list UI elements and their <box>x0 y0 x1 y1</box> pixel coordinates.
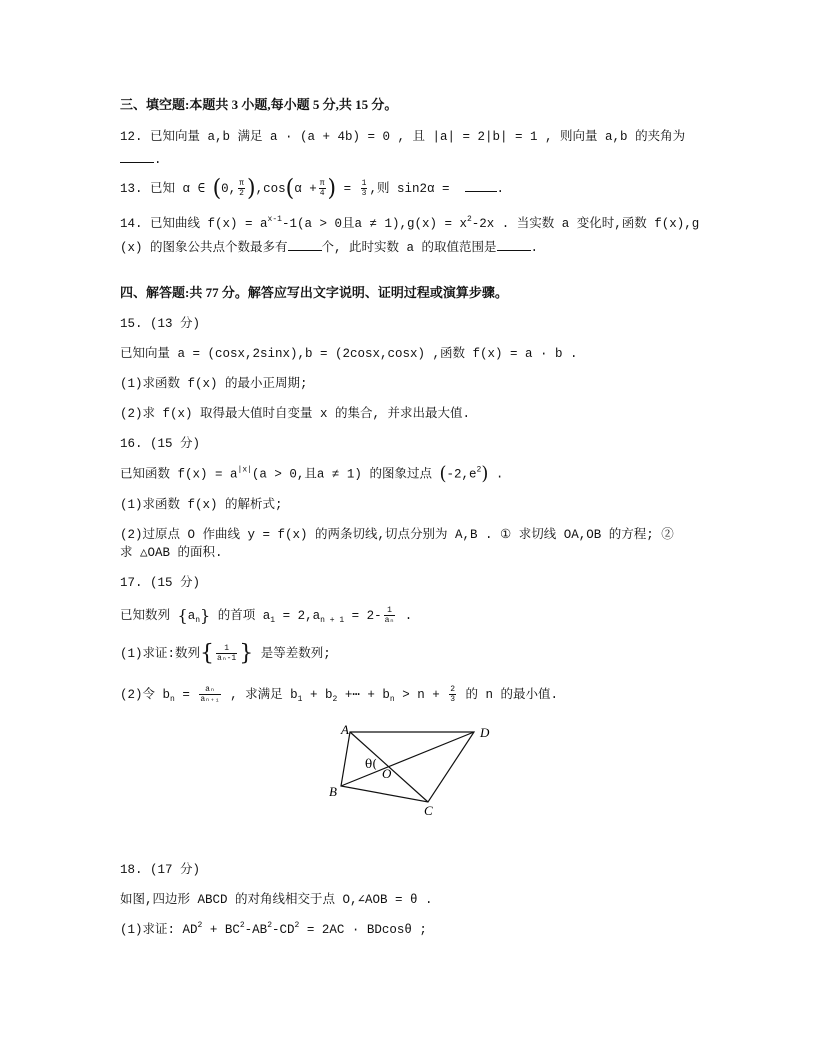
exponent: |x| <box>237 465 252 475</box>
question-17-part-2: (2)令 $b_n$ = $\frac{\text{aₙ}}{\text{aₙ₊₁}}$ , 求满足 $b_1 + b_2$ +⋯ + $b_n > n$ + $\frac{2}{3}$ 的 n 的最小值. <box>120 685 559 705</box>
vertex-C: C <box>424 803 433 818</box>
question-15-label: 15. (13 分) <box>120 317 201 331</box>
q13-prefix: 13. 已知 α ∈ <box>120 182 206 196</box>
question-12-line-1: 12. 已知向量 a,b 满足 a · (a + 4b) = 0 , 且 |a| = 2|b| = 1 , 则向量 a,b 的夹角为 <box>120 130 686 144</box>
question-16-part-2-line-2: 求 △OAB 的面积. <box>120 546 223 560</box>
fraction-an-over-an1: $\frac{\text{aₙ}}{\text{aₙ₊₁}}$ <box>200 685 220 705</box>
center-O: O <box>382 766 392 781</box>
vertex-A: A <box>341 722 349 737</box>
section-3-heading: 三、填空题:本题共 3 小题,每小题 5 分,共 15 分。 <box>120 97 398 112</box>
question-15-part-2: (2)求 f(x) 取得最大值时自变量 x 的集合, 并求出最大值. <box>120 407 471 421</box>
fraction-two-thirds: $\frac{2}{3}$ <box>450 685 456 705</box>
question-18-stem: 如图,四边形 ABCD 的对角线相交于点 O,∠AOB = θ . <box>120 893 433 907</box>
question-15-stem: 已知向量 a = (cosx,2sinx),b = (2cosx,cosx) ,函数 f(x) = a · b . <box>120 347 578 361</box>
question-13: 13. 已知 α ∈ (0, $\frac{\pi}{2}$ ),cos(α + $\frac{\pi}{4}$ ) = $\frac{1}{3}$ ,则 sin2α = . <box>120 175 505 202</box>
question-18-label: 18. (17 分) <box>120 863 201 877</box>
figure-lines <box>341 732 474 802</box>
q13-interval-start: 0, <box>221 182 237 196</box>
left-paren: ( <box>212 175 222 202</box>
fraction-1-over-an: $\frac{1}{\text{aₙ}}$ <box>384 606 395 626</box>
exponent: x-1 <box>267 215 282 224</box>
fraction-one-third: $\frac{1}{3}$ <box>361 179 367 199</box>
question-14-line-2: (x) 的图象公共点个数最多有 个, 此时实数 a 的取值范围是 . <box>120 238 538 256</box>
vertex-B: B <box>329 784 337 799</box>
question-16-part-1: (1)求函数 f(x) 的解析式; <box>120 498 283 512</box>
fraction-1-over-an-minus-1: $\frac{1}{\text{aₙ-1}}$ <box>217 644 237 664</box>
question-16-stem: 已知函数 $f(x) = a^{|x|}(a > 0$,且a ≠ 1) 的图象过点 $(-2,e^2)$ . <box>120 462 504 485</box>
question-18-part-1: (1)求证: $AD^2 + BC^2-AB^2-CD^2 = 2AC \cdot BDcos\theta$ ; <box>120 921 427 937</box>
q13-cos: ,cos <box>255 182 286 196</box>
angle-theta: θ( <box>365 757 377 771</box>
fraction-pi-over-4: $\frac{\pi}{4}$ <box>319 179 325 199</box>
point: -2,e <box>446 467 477 482</box>
question-12-period: . <box>154 153 162 167</box>
fraction-pi-over-2: $\frac{\pi}{2}$ <box>239 179 244 199</box>
question-17-part-1: (1)求证:数列{ $\frac{1}{\text{aₙ-1}}$ } 是等差数列; <box>120 640 331 666</box>
q13-tail: ,则 sin2α = <box>369 182 450 196</box>
q13-alpha-plus: α + <box>294 182 317 196</box>
question-16-part-2-line-1: (2)过原点 O 作曲线 y = f(x) 的两条切线,切点分别为 A,B . ① 求切线 OA,OB 的方程; ② <box>120 528 674 542</box>
right-paren: ) <box>246 175 256 202</box>
question-17-label: 17. (15 分) <box>120 576 201 590</box>
question-14-line-1: 14. 已知曲线 $f(x) = a^{x-1}-1(a > 0$且$a \ne 1),g(x) = x^2-2x$ . 当实数 a 变化时,函数 f(x),g <box>120 215 700 231</box>
question-17-stem: 已知数列 $\{a_n\}$ 的首项 $a_1 = 2,a_{n + 1} = 2-$ $\frac{1}{\text{aₙ}}$ . <box>120 605 413 626</box>
vertex-D: D <box>480 725 490 740</box>
q13-equals: = <box>343 182 352 196</box>
section-4-heading: 四、解答题:共 77 分。解答应写出文字说明、证明过程或演算步骤。 <box>120 285 508 300</box>
diagonal-BD <box>341 732 474 786</box>
question-15-part-1: (1)求函数 f(x) 的最小正周期; <box>120 377 308 391</box>
question-16-label: 16. (15 分) <box>120 437 201 451</box>
